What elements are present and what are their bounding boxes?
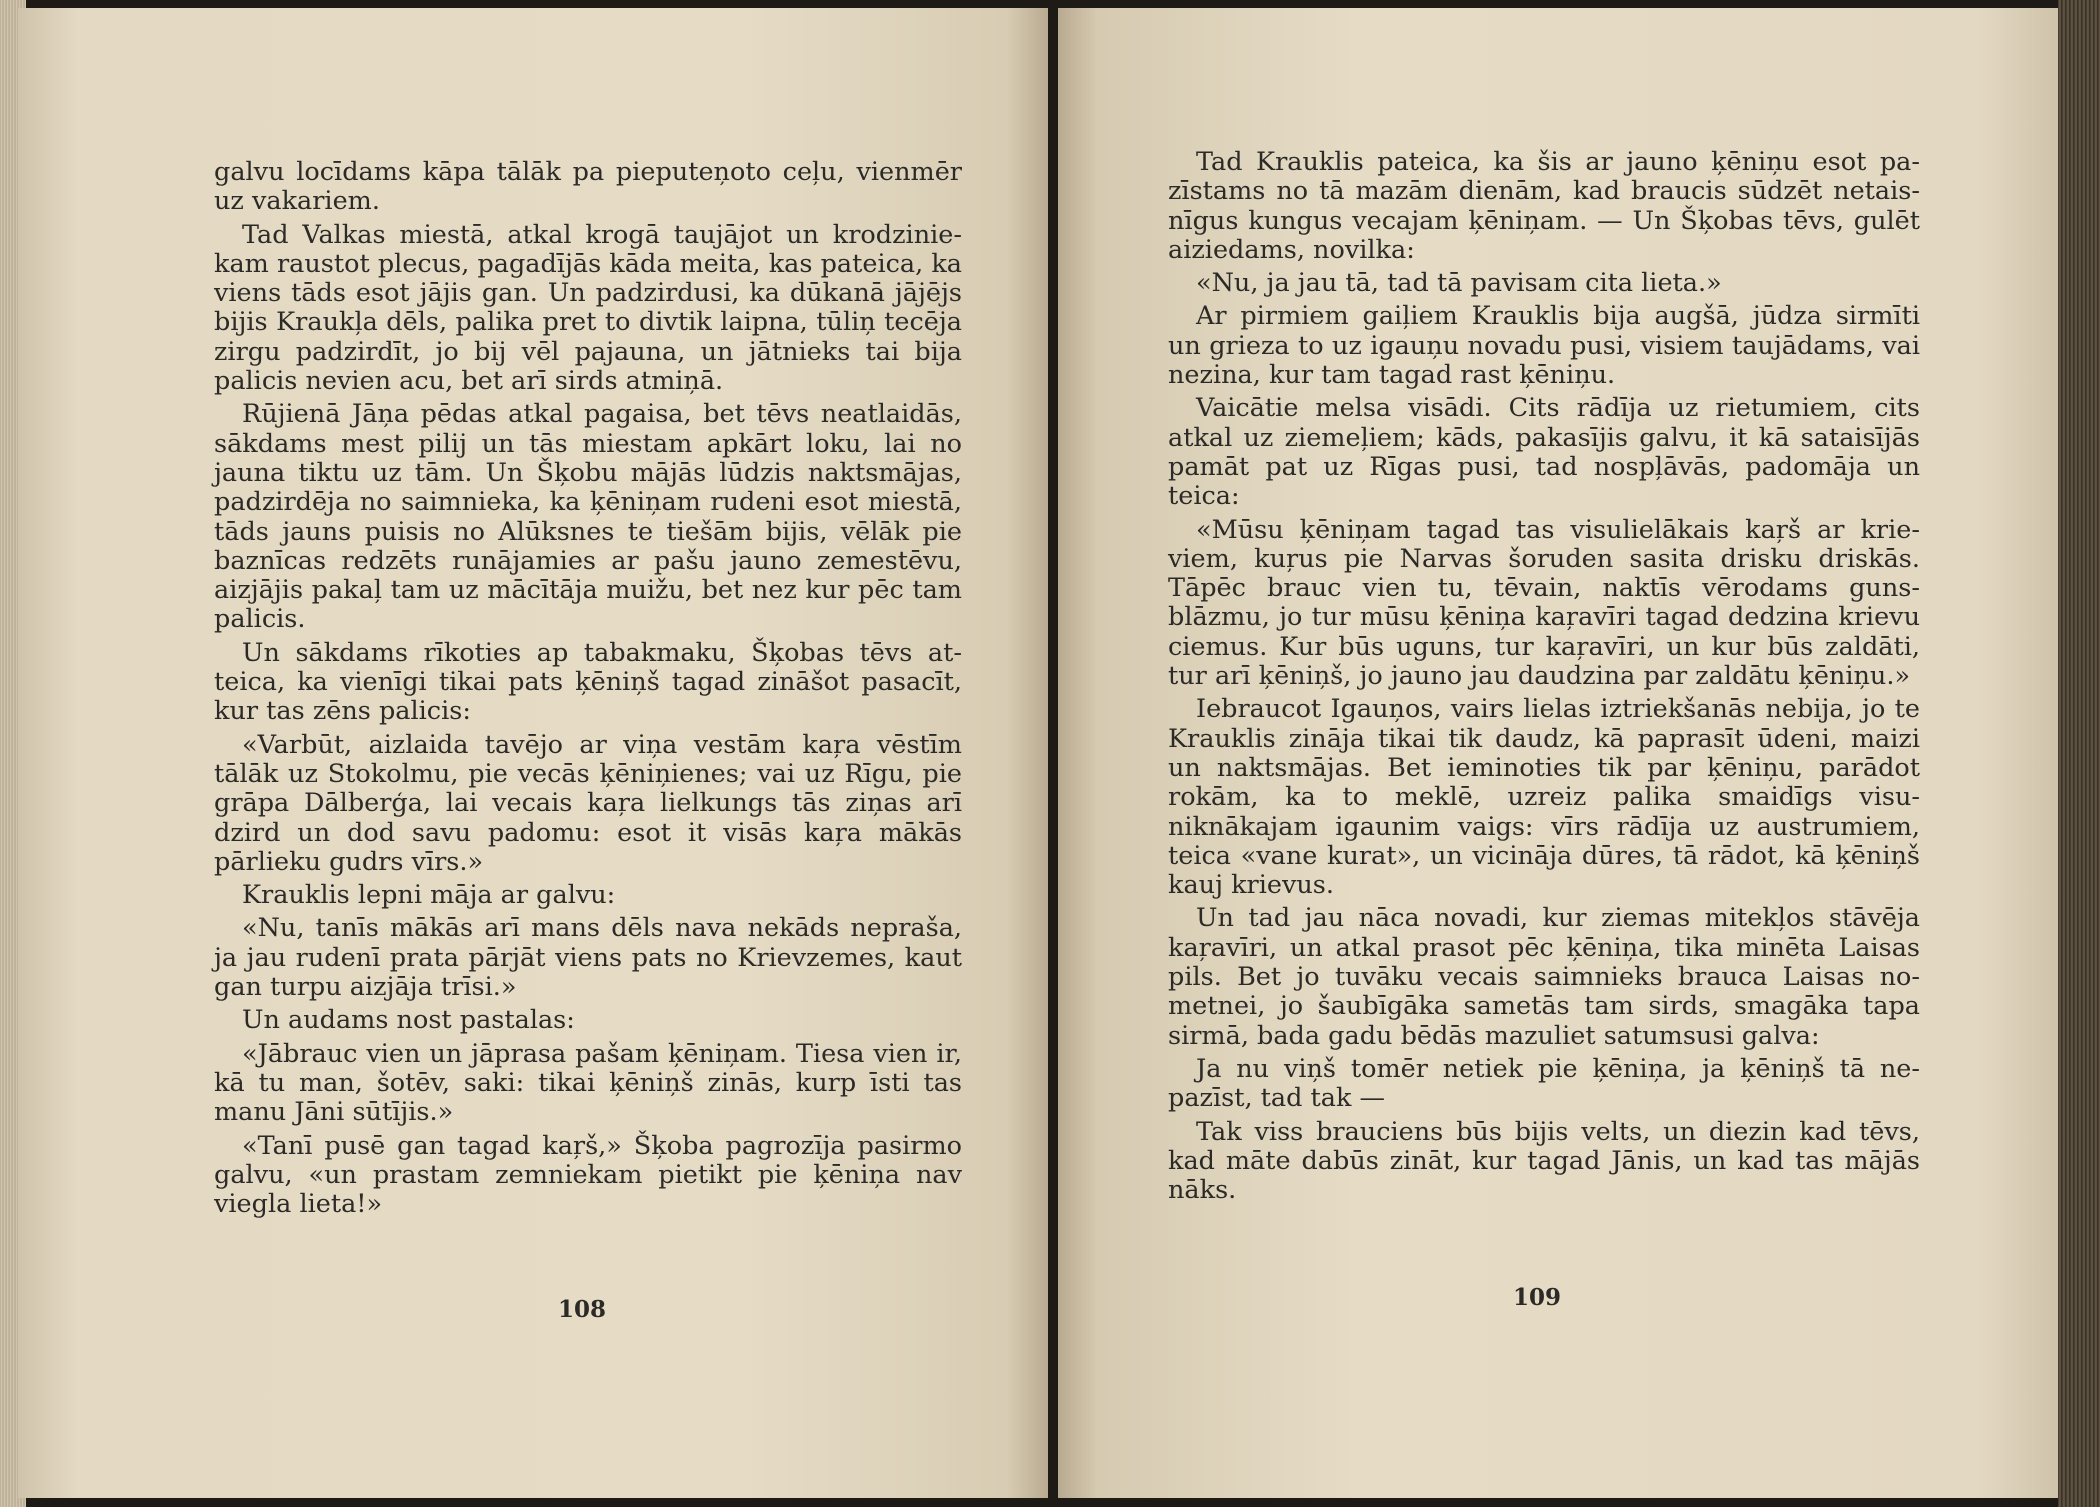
paragraph: Krauklis lepni māja ar galvu: xyxy=(242,880,616,911)
paragraph: «Nu, ja jau tā, tad tā pavisam cita lieta.» xyxy=(1196,268,1722,299)
paragraph: Un audams nost pastalas: xyxy=(242,1005,575,1036)
paragraph: Un tad jau nāca novadi, kur ziemas mitekļos stāvēja kaŗavīri, un atkal prasot pēc ķēniņa, tika minēta Laisas pils. Bet jo tuvāku vecais saimnieks brauca Laisas nometnei, jo šaubīgāka sametās tam sirds, smagāka tapa sirmā, bada gadu bēdās mazuliet satumsusi galva: xyxy=(1168,903,1920,1051)
right-page xyxy=(1058,8,2058,1498)
paragraph: Vaicātie melsa visādi. Cits rādīja uz rietumiem, cits atkal uz ziemeļiem; kāds, pakasījis galvu, it kā sataisījās pamāt pat uz Rīgas pusi, tad nospļāvās, padomāja un teica: xyxy=(1168,393,1920,512)
paragraph: «Nu, tanīs mākās arī mans dēls nava nekāds nepraša, ja jau rudenī prata pārjāt viens pats no Krievzemes, kaut gan turpu aizjāja trīsi.» xyxy=(214,913,962,1003)
paragraph: Ar pirmiem gaiļiem Krauklis bija augšā, jūdza sirmīti un grieza to uz igauņu novadu pusi, visiem taujādams, vai nezina, kur tam tagad rast ķēniņu. xyxy=(1168,301,1920,391)
paragraph: Iebraucot Igauņos, vairs lielas iztriekšanās nebija, jo te Krauklis zināja tikai tik daudz, kā paprasīt ūdeni, maizi un naktsmājas. Bet ieminoties tik par ķēniņu, parādot rokām, ka to meklē, uzreiz palika smaidīgs visuniknākajam igaunim vaigs: vīrs rādīja uz austrumiem, teica «vane kurat», un vicināja dūres, tā rādot, kā ķēniņš kauj krievus. xyxy=(1168,694,1920,901)
left-page-text xyxy=(214,158,962,1223)
page-number-left: 108 xyxy=(558,1296,607,1323)
paragraph: Ja nu viņš tomēr netiek pie ķēniņa, ja ķēniņš tā nepazīst, tad tak — xyxy=(1168,1053,1920,1114)
paragraph: Tak viss brauciens būs bijis velts, un diezin kad tēvs, kad māte dabūs zināt, kur tagad Jānis, un kad tas mājās nāks. xyxy=(1168,1116,1920,1206)
right-page-text xyxy=(1168,148,1920,1209)
paragraph: «Mūsu ķēniņam tagad tas visulielākais kaŗš ar krieviem, kuŗus pie Narvas šoruden sasita drisku driskās. Tāpēc brauc vien tu, tēvain, naktīs vērodams gunsblāzmu, jo tur mūsu ķēniņa kaŗavīri tagad dedzina krievu ciemus. Kur būs uguns, tur kaŗavīri, un kur būs zaldāti, tur arī ķēniņš, jo jauno jau daudzina par zaldātu ķēniņu.» xyxy=(1168,514,1920,692)
paragraph: Tad Krauklis pateica, ka šis ar jauno ķēniņu esot pazīstams no tā mazām dienām, kad braucis sūdzēt netaisnīgus kungus vecajam ķēniņam. — Un Šķobas tēvs, gulēt aiziedams, novilka: xyxy=(1168,147,1920,265)
paragraph: Tad Valkas miestā, atkal krogā taujājot un krodziniekam raustot plecus, pagadījās kāda meita, kas pateica, ka viens tāds esot jājis gan. Un padzirdusi, ka dūkanā jājējs bijis Kraukļa dēls, palika pret to divtik laipna, tūliņ tecēja zirgu padzirdīt, jo bij vēl pajauna, un jātnieks tai bija palicis nevien acu, bet arī sirds atmiņā. xyxy=(214,219,962,397)
paragraph: Rūjienā Jāņa pēdas atkal pagaisa, bet tēvs neatlaidās, sākdams mest pilij un tās miestam apkārt loku, lai no jauna tiktu uz tām. Un Šķobu mājās lūdzis naktsmājas, padzirdēja no saimnieka, ka ķēniņam rudeni esot miestā, tāds jauns puisis no Alūksnes te tiešām bijis, vēlāk pie baznīcas redzēts runājamies ar pašu jauno zemestēvu, aizjājis pakaļ tam uz mācītāja muižu, bet nez kur pēc tam palicis. xyxy=(214,399,962,635)
paragraph: «Tanī pusē gan tagad kaŗš,» Šķoba pagrozīja pasirmo galvu, «un prastam zemniekam pietikt pie ķēniņa nav viegla lieta!» xyxy=(214,1130,962,1220)
paragraph: Un sākdams rīkoties ap tabakmaku, Šķobas tēvs atteica, ka vienīgi tikai pats ķēniņš tagad zināšot pasacīt, kur tas zēns palicis: xyxy=(214,637,962,727)
left-page xyxy=(18,8,1048,1498)
book-cover-edge xyxy=(2058,0,2100,1507)
paragraph: «Varbūt, aizlaida tavējo ar viņa vestām kaŗa vēstīm tālāk uz Stokolmu, pie vecās ķēniņienes; vai uz Rīgu, pie grāpa Dālberģa, lai vecais kaŗa lielkungs tās ziņas arī dzird un dod savu padomu: esot it visās kaŗa mākās pārlieku gudrs vīrs.» xyxy=(214,729,962,877)
paragraph: «Jābrauc vien un jāprasa pašam ķēniņam. Tiesa vien ir, kā tu man, šotēv, saki: tikai ķēniņš zinās, kurp īsti tas manu Jāni sūtījis.» xyxy=(214,1038,962,1128)
page-number-right: 109 xyxy=(1513,1284,1562,1311)
paragraph: galvu locīdams kāpa tālāk pa pieputeņoto ceļu, vienmēr uz vakariem. xyxy=(214,157,962,217)
